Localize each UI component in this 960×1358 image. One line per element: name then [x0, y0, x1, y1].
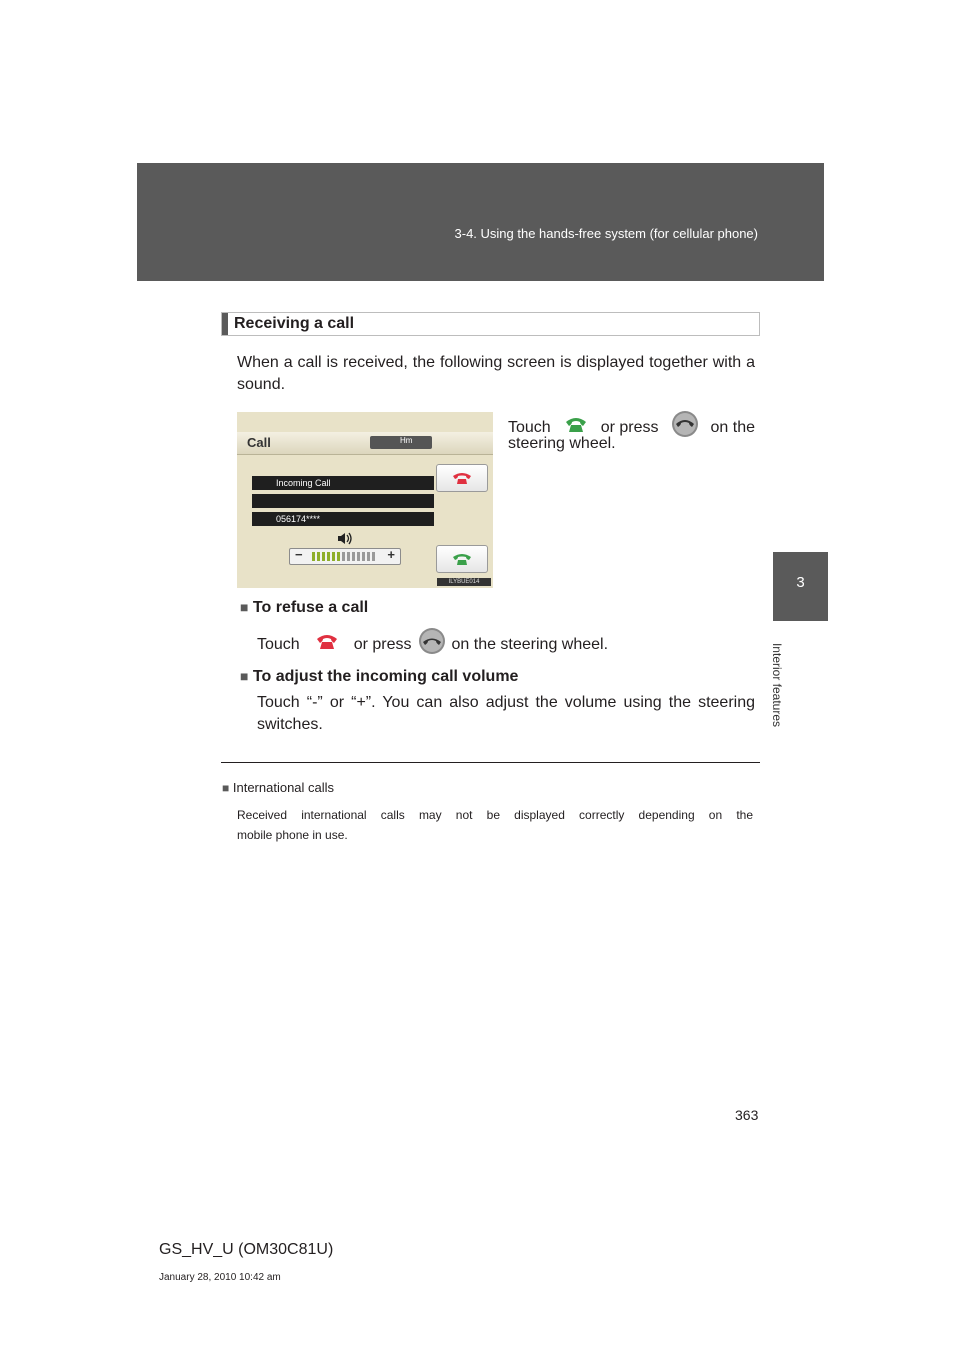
intro-line-2: sound.	[237, 376, 286, 393]
note-text-line-1: Received international calls may not be displayed correctly depending on the	[237, 808, 753, 822]
signal-status-badge	[370, 436, 432, 449]
volume-heading	[240, 665, 518, 688]
incoming-call-screenshot	[237, 412, 493, 588]
volume-heading-text: To adjust the incoming call volume	[252, 668, 519, 685]
touch-word: Touch	[508, 418, 551, 436]
header-section-title: 3-4. Using the hands-free system (for cellular phone)	[454, 226, 758, 241]
chapter-number: 3	[796, 574, 805, 591]
on-the-word: on the	[710, 418, 755, 436]
model-code: GS_HV_U (OM30C81U)	[159, 1241, 334, 1258]
refuse-phone-icon	[314, 630, 340, 659]
section-title: Receiving a call	[234, 315, 355, 332]
refuse-touch-word: Touch	[257, 635, 300, 653]
volume-control	[289, 548, 401, 565]
incoming-call-label: Incoming Call	[276, 478, 331, 488]
refuse-call-button[interactable]	[436, 464, 488, 492]
volume-plus-button[interactable]: +	[387, 547, 395, 562]
note-heading	[222, 779, 334, 797]
chapter-tab-label	[760, 632, 794, 737]
incoming-call-field	[252, 476, 434, 490]
call-screen-titlebar	[237, 432, 493, 455]
volume-instruction-line-1: Touch “-” or “+”. You can also adjust the volume using the steering	[257, 694, 755, 711]
status-text: Hm	[400, 436, 413, 445]
volume-minus-button[interactable]: −	[295, 547, 303, 562]
note-text-line-2: mobile phone in use.	[237, 828, 348, 842]
caller-name-field	[252, 494, 434, 508]
section-heading-bar	[222, 313, 228, 335]
intro-line-1: When a call is received, the following screen is displayed together with a	[237, 354, 755, 371]
chapter-tab	[773, 552, 828, 621]
volume-instruction-line-2: switches.	[257, 716, 323, 733]
chapter-header	[137, 163, 824, 281]
refuse-phone-icon	[452, 470, 472, 486]
steering-on-hook-icon	[418, 627, 446, 662]
steering-off-hook-icon	[671, 410, 699, 445]
refuse-heading	[240, 596, 368, 619]
call-screen-title: Call	[247, 435, 271, 450]
refuse-or-press: or press	[353, 635, 412, 653]
section-heading	[221, 312, 760, 336]
illustration-code: ILYBUE014	[437, 578, 491, 586]
page-number: 363	[735, 1107, 759, 1123]
note-heading-text: International calls	[232, 780, 335, 795]
volume-level-remaining	[342, 552, 376, 561]
square-bullet-icon: ■	[240, 599, 249, 615]
or-press-word: or press	[600, 418, 659, 436]
chapter-label-text: Interior features	[770, 642, 784, 727]
notes-divider	[221, 762, 760, 763]
answer-call-button[interactable]	[436, 545, 488, 573]
touch-instruction-line-2: steering wheel.	[508, 435, 616, 452]
speaker-icon	[337, 532, 353, 545]
refuse-heading-text: To refuse a call	[252, 599, 369, 616]
square-bullet-icon: ■	[222, 781, 230, 795]
square-bullet-icon: ■	[240, 668, 249, 684]
refuse-on-steering: on the steering wheel.	[451, 635, 609, 653]
caller-number: 056174****	[276, 514, 321, 524]
answer-phone-icon	[452, 551, 472, 567]
refuse-instruction	[257, 627, 608, 662]
caller-number-field	[252, 512, 434, 526]
print-date: January 28, 2010 10:42 am	[159, 1272, 281, 1283]
